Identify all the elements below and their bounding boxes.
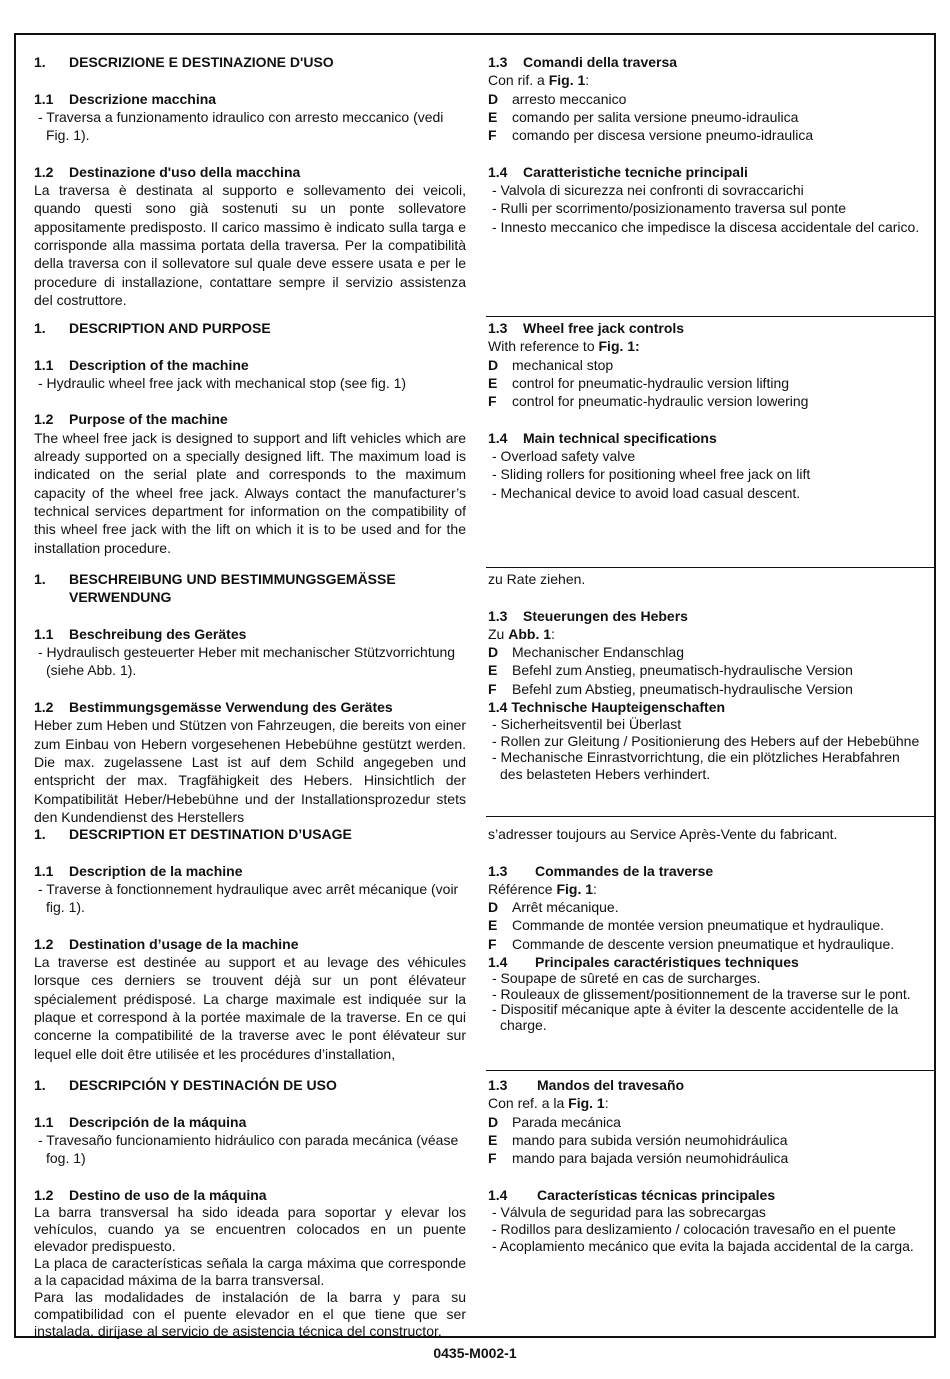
description-text: - Hydraulisch gesteuerter Heber mit mechanischer Stützvorrichtung (siehe Abb. 1).	[38, 644, 456, 679]
heading-1-4: 1.4 Principales caractéristiques techniques	[488, 954, 799, 971]
control-item-e: E mando para subida versión neumohidráulica	[488, 1131, 788, 1148]
spec-item: - Rodillos para deslizamiento / colocación travesaño en el puente	[492, 1221, 896, 1238]
heading-1-1: 1.1 Beschreibung des Gerätes	[34, 625, 247, 642]
column-left	[34, 53, 466, 309]
column-right	[488, 570, 920, 782]
heading-1: 1. DESCRIZIONE E DESTINAZIONE D'USO	[34, 54, 334, 70]
heading-1-1: 1.1 Description de la machine	[34, 862, 243, 879]
heading-1-3: 1.3 Mandos del travesaño	[488, 1077, 685, 1093]
control-item-f: F Befehl zum Abstieg, pneumatisch-hydraulische Version	[488, 680, 853, 697]
column-left	[34, 825, 466, 1063]
spec-item: - Mechanical device to avoid load casual descent.	[492, 484, 801, 501]
spec-item: - Rouleaux de glissement/positionnement de la traverse sur le pont.	[492, 985, 911, 1002]
heading-1-3: 1.3 Wheel free jack controls	[488, 320, 685, 336]
control-item-d: D mechanical stop	[488, 356, 614, 373]
heading-1-1: 1.1 Description of the machine	[34, 356, 249, 373]
spec-item: - Rollen zur Gleitung / Positionierung des Hebers auf der Hebebühne	[492, 732, 920, 749]
spec-item: - Overload safety valve	[492, 448, 636, 465]
spec-item: - Sicherheitsventil bei Überlast	[492, 716, 682, 733]
control-item-f: F mando para bajada versión neumohidráulica	[488, 1150, 789, 1167]
column-right	[488, 825, 920, 1033]
purpose-text: The wheel free jack is designed to support and lift vehicles which are already supported on a specially designed lift. The maximum load is indicated on the serial plate and corresponds to the maximum capacity of the wheel free jack. Always contact the manufacturer’s technical services department for information on the compatibility of this wheel free jack with the lift on which it is to be used and for the installation procedure.	[34, 429, 466, 556]
section-divider	[486, 567, 934, 568]
control-item-e: E comando per salita versione pneumo-idraulica	[488, 108, 799, 125]
heading-1-1: 1.1 Descripción de la máquina	[34, 1113, 247, 1130]
heading-1-3: 1.3 Commandes de la traverse	[488, 862, 714, 879]
description-text: - Travesaño funcionamiento hidráulico con parada mecánica (véase fog. 1)	[38, 1131, 459, 1167]
purpose-text: La traversa è destinata al supporto e sollevamento dei veicoli, quando questi sono già sostenuti su un ponte sollevatore appositamente predisposto. Il carico massimo è indicato sulla targa e corrisponde alla massima portata della traversa. Per la compatibilità della traversa con il sollevatore sul quale deve essere usata e per le procedure di installazione, contattare sempre il servizio assistenza del costruttore.	[34, 182, 466, 308]
control-item-d: D Parada mecánica	[488, 1113, 621, 1130]
heading-1-2: 1.2 Purpose of the machine	[34, 411, 228, 428]
heading-1: 1. DESCRIPCIÓN Y DESTINACIÓN DE USO	[34, 1077, 337, 1093]
document-code: 0435-M002-1	[433, 1345, 517, 1361]
heading-1-3: 1.3 Steuerungen des Hebers	[488, 607, 688, 624]
heading-1: 1. DESCRIPTION ET DESTINATION D’USAGE	[34, 826, 352, 842]
section-divider	[486, 1070, 934, 1071]
control-item-e: E control for pneumatic-hydraulic version lifting	[488, 374, 790, 391]
spec-item: - Rulli per scorrimento/posizionamento traversa sul ponte	[492, 200, 847, 217]
spec-item: - Válvula de seguridad para las sobrecargas	[492, 1204, 766, 1221]
heading-1-2: 1.2 Destinazione d'uso della macchina	[34, 163, 301, 180]
heading-1: 1. BESCHREIBUNG UND BESTIMMUNGSGEMÄSSE VERWENDUNG	[34, 571, 396, 606]
heading-1-4: 1.4 Technische Haupteigenschaften	[488, 699, 726, 716]
control-item-f: F comando per discesa versione pneumo-idraulica	[488, 127, 814, 144]
control-item-d: D arresto meccanico	[488, 90, 627, 107]
figure-reference: Zu Abb. 1:	[488, 625, 555, 642]
spec-item: - Acoplamiento mecánico que evita la bajada accidental de la carga.	[492, 1238, 914, 1255]
spec-item: - Sliding rollers for positioning wheel free jack on lift	[492, 466, 811, 483]
description-text: - Traversa a funzionamento idraulico con arresto meccanico (vedi Fig. 1).	[38, 108, 444, 144]
purpose-text: Para las modalidades de instalación de la barra y para su compatibilidad con el puente elevador en el que tiene que ser instalada, diríjase al servicio de asistencia técnica del constructor.	[34, 1289, 466, 1340]
figure-reference: Con rif. a Fig. 1:	[488, 72, 590, 89]
column-right	[488, 53, 920, 236]
column-right	[488, 319, 920, 502]
description-text: - Traverse à fonctionnement hydraulique avec arrêt mécanique (voir fig. 1).	[38, 880, 459, 916]
continued-text: zu Rate ziehen.	[488, 571, 586, 587]
column-left	[34, 1076, 466, 1340]
spec-item: - Valvola di sicurezza nei confronti di sovraccarichi	[492, 182, 804, 199]
column-left	[34, 570, 466, 826]
purpose-text: Heber zum Heben und Stützen von Fahrzeugen, die bereits von einer zum Einbau von Hebern vorgesehenen Hebebühne gestützt werden. Die max. zugelassene Last ist auf dem Schild angegeben und entspricht der max. Tragfähigkeit des Hebers. Hinsichtlich der Kompatibilität Heber/Hebebühne und der Installationsprozedur stets den Kundendienst des Herstellers	[34, 717, 466, 825]
section-divider	[486, 316, 934, 317]
control-item-f: F Commande de descente version pneumatique et hydraulique.	[488, 935, 895, 952]
purpose-text: La barra transversal ha sido ideada para soportar y elevar los vehículos, cuando ya se encuentren colocados en un puente elevador predispuesto.	[34, 1204, 466, 1255]
continued-text: s’adresser toujours au Service Après-Vente du fabricant.	[488, 826, 838, 842]
heading-1-4: 1.4 Características técnicas principales	[488, 1186, 776, 1203]
spec-item: - Innesto meccanico che impedisce la discesa accidentale del carico.	[492, 218, 920, 235]
heading-1-1: 1.1 Descrizione macchina	[34, 90, 217, 107]
figure-reference: Con ref. a la Fig. 1:	[488, 1095, 609, 1112]
heading-1-2: 1.2 Bestimmungsgemässe Verwendung des Gerätes	[34, 699, 393, 716]
column-right	[488, 1076, 920, 1255]
purpose-text: La traverse est destinée au support et au levage des véhicules lorsque ces derniers se trouvent déjà sur un pont élévateur spécialement prédisposé. La charge maximale est indiquée sur la plaque et correspond à la portée maximale de la traverse. En ce qui concerne la compatibilité de la traverse avec le pont élévateur sur lequel elle doit être utilisée et les procédures d’installation,	[34, 954, 466, 1062]
spec-item: - Mechanische Einrastvorrichtung, die ein plötzliches Herabfahren des belasteten Hebers verhindert.	[492, 749, 900, 782]
heading-1-2: 1.2 Destination d’usage de la machine	[34, 935, 299, 952]
description-text: - Hydraulic wheel free jack with mechanical stop (see fig. 1)	[38, 374, 407, 391]
figure-reference: Référence Fig. 1:	[488, 880, 597, 897]
spec-item: - Dispositif mécanique apte à éviter la descente accidentelle de la charge.	[492, 1001, 899, 1033]
section-divider	[486, 816, 934, 817]
control-item-f: F control for pneumatic-hydraulic version lowering	[488, 393, 809, 410]
figure-reference: With reference to Fig. 1:	[488, 338, 640, 355]
control-item-d: D Mechanischer Endanschlag	[488, 644, 684, 661]
column-left	[34, 319, 466, 557]
heading-1-4: 1.4 Caratteristiche tecniche principali	[488, 163, 748, 180]
control-item-e: E Commande de montée version pneumatique et hydraulique.	[488, 917, 885, 934]
heading-1-4: 1.4 Main technical specifications	[488, 429, 717, 446]
heading-1-2: 1.2 Destino de uso de la máquina	[34, 1186, 267, 1203]
control-item-e: E Befehl zum Anstieg, pneumatisch-hydraulische Version	[488, 662, 853, 679]
purpose-text: La placa de características señala la carga máxima que corresponde a la capacidad máxima de la barra transversal.	[34, 1255, 466, 1289]
spec-item: - Soupape de sûreté en cas de surcharges.	[492, 970, 761, 987]
heading-1-3: 1.3 Comandi della traversa	[488, 54, 678, 70]
document-frame	[14, 33, 936, 1338]
heading-1: 1. DESCRIPTION AND PURPOSE	[34, 320, 271, 336]
control-item-d: D Arrêt mécanique.	[488, 899, 619, 916]
